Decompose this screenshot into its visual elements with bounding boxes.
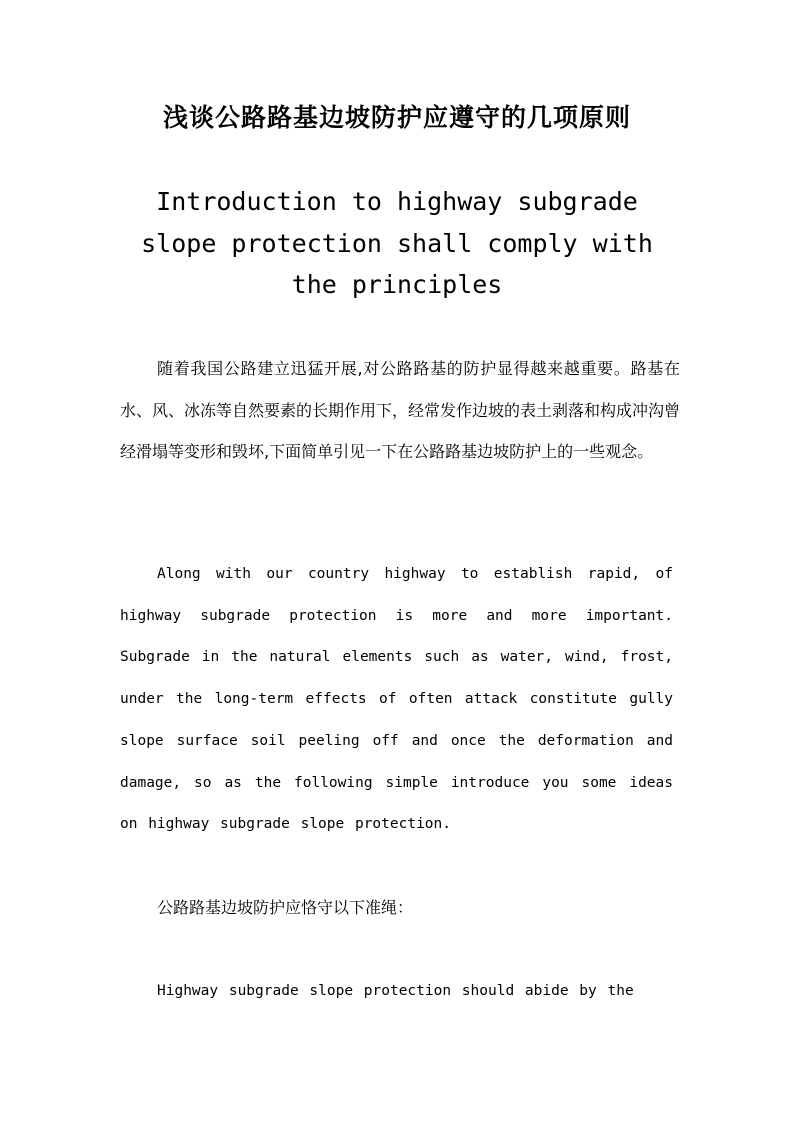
principles-heading-english: Highway subgrade slope protection should abide by the xyxy=(157,983,634,999)
intro-paragraph-chinese: 随着我国公路建立迅猛开展,对公路路基的防护显得越来越重要。路基在水、风、冰冻等自然要素的长期作用下，经常发作边坡的表土剥落和构成冲沟曾经滑塌等变形和毁坏,下面简单引见一下在公路路基边坡防护上的一些观念。 xyxy=(120,359,681,461)
intro-paragraph-english: Along with our country highway to establish rapid, of highway subgrade protection is more and more important. Subgrade in the natural elements such as water, wind, frost, under the long-term effects of often attack constitute gully slope surface soil peeling off and once the deformation and damage, so as the following simple introduce you some ideas on highway subgrade slope protection. xyxy=(120,566,673,833)
document-title-english: Introduction to highway subgrade slope protection shall comply with the principles xyxy=(141,187,653,299)
document-title-chinese: 浅谈公路路基边坡防护应遵守的几项原则 xyxy=(162,103,631,132)
principles-heading-chinese: 公路路基边坡防护应恪守以下准绳： xyxy=(157,898,414,917)
